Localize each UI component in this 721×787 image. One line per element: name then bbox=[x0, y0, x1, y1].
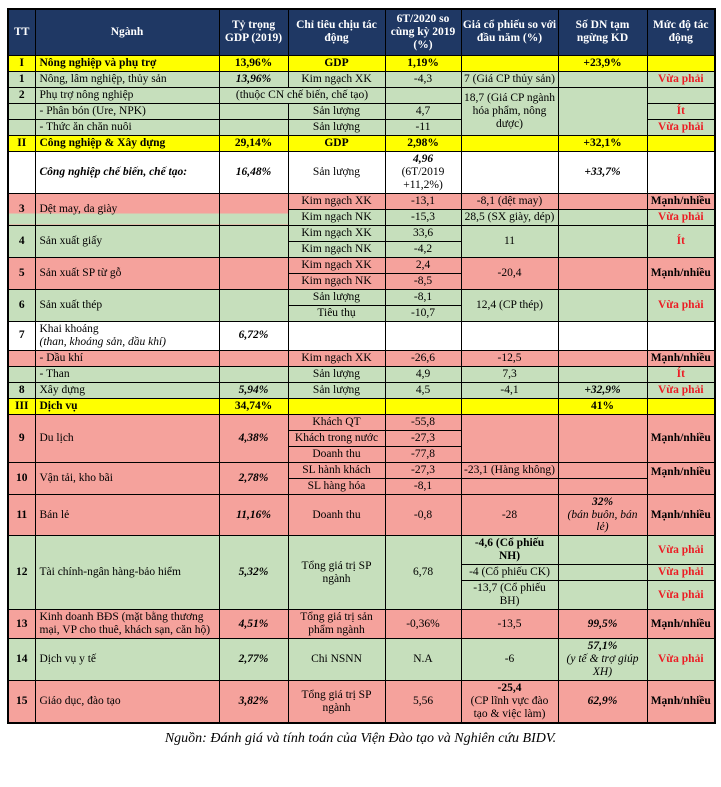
cell-change: -8,1 bbox=[385, 478, 461, 494]
cell-tt bbox=[8, 366, 35, 382]
cell-change: 4,5 bbox=[385, 382, 461, 398]
cell-stock bbox=[461, 135, 558, 151]
cell-sector: Du lịch bbox=[35, 414, 219, 462]
table-row bbox=[8, 289, 715, 305]
cell-change: -27,3 bbox=[385, 430, 461, 446]
cell-indicator: Kim ngạch XK bbox=[288, 350, 385, 366]
cell-sector: Sản xuất thép bbox=[35, 289, 219, 321]
cell-gdp-share bbox=[219, 350, 288, 366]
cell-suspended bbox=[558, 366, 647, 382]
cell-gdp-share: 5,32% bbox=[219, 536, 288, 610]
cell-gdp-share bbox=[219, 366, 288, 382]
cell-suspended-main: 32% bbox=[591, 495, 614, 508]
cell-change: 4,9 bbox=[385, 366, 461, 382]
cell-change: -11 bbox=[385, 119, 461, 135]
col-header-change: 6T/2020 so cùng kỳ 2019 (%) bbox=[385, 9, 461, 55]
cell-stock: 12,4 (CP thép) bbox=[461, 289, 558, 321]
cell-stock: -4,1 bbox=[461, 382, 558, 398]
col-header-indicator: Chỉ tiêu chịu tác động bbox=[288, 9, 385, 55]
cell-indicator: Chi NSNN bbox=[288, 639, 385, 681]
cell-change: -10,7 bbox=[385, 305, 461, 321]
cell-gdp-share bbox=[219, 289, 288, 321]
cell-tt: III bbox=[8, 398, 35, 414]
cell-sector: Tài chính-ngân hàng-bảo hiểm bbox=[35, 536, 219, 610]
cell-tt bbox=[8, 151, 35, 193]
table-row bbox=[8, 151, 715, 193]
cell-stock: -12,5 bbox=[461, 350, 558, 366]
cell-suspended bbox=[558, 565, 647, 581]
table-row bbox=[8, 225, 715, 241]
cell-sector: Dệt may, da giày bbox=[35, 193, 219, 225]
table-row bbox=[8, 610, 715, 639]
cell-sector: Công nghiệp chế biến, chế tạo: bbox=[35, 151, 219, 193]
table-row bbox=[8, 494, 715, 536]
cell-indicator: Tổng giá trị SP ngành bbox=[288, 681, 385, 723]
cell-change: 2,4 bbox=[385, 257, 461, 273]
cell-gdp-share bbox=[219, 103, 288, 119]
cell-gdp-share bbox=[219, 119, 288, 135]
cell-tt: I bbox=[8, 55, 35, 71]
cell-suspended bbox=[558, 414, 647, 462]
cell-change: 33,6 bbox=[385, 225, 461, 241]
cell-suspended bbox=[558, 225, 647, 257]
cell-change: 5,56 bbox=[385, 681, 461, 723]
cell-impact: Mạnh/nhiều bbox=[647, 610, 715, 639]
table-row bbox=[8, 321, 715, 350]
table-row bbox=[8, 414, 715, 430]
cell-impact: Mạnh/nhiều bbox=[647, 414, 715, 462]
cell-stock: -4 (Cổ phiếu CK) bbox=[461, 565, 558, 581]
cell-tt: 11 bbox=[8, 494, 35, 536]
cell-sector: - Phân bón (Ure, NPK) bbox=[35, 103, 219, 119]
cell-change bbox=[385, 151, 461, 193]
cell-suspended bbox=[558, 193, 647, 209]
cell-suspended: +23,9% bbox=[558, 55, 647, 71]
cell-suspended bbox=[558, 350, 647, 366]
cell-stock bbox=[461, 478, 558, 494]
cell-change: -4,3 bbox=[385, 71, 461, 87]
cell-impact: Mạnh/nhiều bbox=[647, 494, 715, 536]
cell-stock bbox=[461, 321, 558, 350]
cell-sector: Nông, lâm nghiệp, thủy sản bbox=[35, 71, 219, 87]
cell-sector: - Than bbox=[35, 366, 219, 382]
cell-sector: Xây dựng bbox=[35, 382, 219, 398]
cell-indicator: Kim ngạch XK bbox=[288, 71, 385, 87]
cell-suspended bbox=[558, 289, 647, 321]
cell-change: -15,3 bbox=[385, 209, 461, 225]
cell-sector: Dịch vụ y tế bbox=[35, 639, 219, 681]
cell-suspended bbox=[558, 581, 647, 610]
cell-suspended bbox=[558, 209, 647, 225]
cell-change-main: 4,96 bbox=[412, 152, 434, 165]
cell-sector: Công nghiệp & Xây dựng bbox=[35, 135, 219, 151]
cell-tt: 13 bbox=[8, 610, 35, 639]
cell-stock: -6 bbox=[461, 639, 558, 681]
cell-stock: -4,6 (Cổ phiếu NH) bbox=[461, 536, 558, 565]
col-header-sector: Ngành bbox=[35, 9, 219, 55]
cell-stock bbox=[461, 681, 558, 723]
cell-gdp-share: 5,94% bbox=[219, 382, 288, 398]
cell-stock-sub: (CP lĩnh vực đào tạo & việc làm) bbox=[470, 695, 549, 721]
cell-suspended-sub: (y tế & trợ giúp XH) bbox=[566, 653, 639, 679]
cell-suspended bbox=[558, 536, 647, 565]
cell-impact: Vừa phải bbox=[647, 581, 715, 610]
cell-change bbox=[385, 398, 461, 414]
cell-indicator: Tổng giá trị SP ngành bbox=[288, 536, 385, 610]
cell-change: 6,78 bbox=[385, 536, 461, 610]
cell-impact: Mạnh/nhiều bbox=[647, 257, 715, 289]
cell-change: -8,5 bbox=[385, 273, 461, 289]
cell-stock: 28,5 (SX giày, dép) bbox=[461, 209, 558, 225]
cell-tt bbox=[8, 350, 35, 366]
cell-gdp-share: 11,16% bbox=[219, 494, 288, 536]
cell-sector: Bán lẻ bbox=[35, 494, 219, 536]
cell-indicator bbox=[288, 398, 385, 414]
table-row bbox=[8, 366, 715, 382]
cell-sector-sub: (than, khoáng sản, dầu khí) bbox=[39, 335, 166, 348]
table-row bbox=[8, 71, 715, 87]
cell-sector: Nông nghiệp và phụ trợ bbox=[35, 55, 219, 71]
col-header-stock-price: Giá cổ phiếu so với đầu năm (%) bbox=[461, 9, 558, 55]
cell-impact: Vừa phải bbox=[647, 565, 715, 581]
cell-impact: Vừa phải bbox=[647, 536, 715, 565]
cell-indicator: Doanh thu bbox=[288, 446, 385, 462]
cell-change bbox=[385, 87, 461, 103]
cell-impact: Vừa phải bbox=[647, 382, 715, 398]
cell-tt: 10 bbox=[8, 462, 35, 494]
cell-stock: 11 bbox=[461, 225, 558, 257]
cell-gdp-share: 13,96% bbox=[219, 55, 288, 71]
col-header-tt: TT bbox=[8, 9, 35, 55]
cell-suspended bbox=[558, 321, 647, 350]
cell-indicator: Sản lượng bbox=[288, 119, 385, 135]
cell-stock bbox=[461, 414, 558, 462]
cell-change: -4,2 bbox=[385, 241, 461, 257]
cell-gdp-share bbox=[219, 193, 288, 225]
cell-impact: Ít bbox=[647, 103, 715, 119]
cell-change: -26,6 bbox=[385, 350, 461, 366]
cell-impact: Vừa phải bbox=[647, 71, 715, 87]
cell-stock bbox=[461, 151, 558, 193]
cell-tt: 6 bbox=[8, 289, 35, 321]
cell-stock: 18,7 (Giá CP ngành hóa phẩm, nông dược) bbox=[461, 87, 558, 135]
cell-sector: Sản xuất SP từ gỗ bbox=[35, 257, 219, 289]
cell-indicator: Kim ngạch XK bbox=[288, 257, 385, 273]
cell-sector bbox=[35, 321, 219, 350]
cell-impact: Ít bbox=[647, 225, 715, 257]
cell-tt: 1 bbox=[8, 71, 35, 87]
cell-impact bbox=[647, 55, 715, 71]
cell-change: N.A bbox=[385, 639, 461, 681]
cell-impact: Mạnh/nhiều bbox=[647, 462, 715, 494]
cell-sector: Giáo dục, đào tạo bbox=[35, 681, 219, 723]
table-row bbox=[8, 87, 715, 103]
cell-stock: -28 bbox=[461, 494, 558, 536]
cell-note: (thuộc CN chế biến, chế tạo) bbox=[219, 87, 385, 103]
table-row bbox=[8, 462, 715, 478]
cell-impact bbox=[647, 321, 715, 350]
cell-suspended bbox=[558, 494, 647, 536]
cell-indicator: Sản lượng bbox=[288, 151, 385, 193]
cell-change: -0,36% bbox=[385, 610, 461, 639]
table-row bbox=[8, 193, 715, 209]
cell-gdp-share: 29,14% bbox=[219, 135, 288, 151]
cell-indicator: Sản lượng bbox=[288, 382, 385, 398]
cell-tt bbox=[8, 119, 35, 135]
cell-indicator: Doanh thu bbox=[288, 494, 385, 536]
cell-stock bbox=[461, 55, 558, 71]
cell-suspended bbox=[558, 257, 647, 289]
cell-impact: Vừa phải bbox=[647, 639, 715, 681]
cell-indicator: Kim ngạch NK bbox=[288, 209, 385, 225]
cell-change-sub: (6T/2019 +11,2%) bbox=[401, 165, 445, 191]
table-row bbox=[8, 536, 715, 565]
cell-change: -8,1 bbox=[385, 289, 461, 305]
cell-suspended bbox=[558, 639, 647, 681]
cell-gdp-share: 2,77% bbox=[219, 639, 288, 681]
cell-gdp-share: 34,74% bbox=[219, 398, 288, 414]
cell-gdp-share: 16,48% bbox=[219, 151, 288, 193]
cell-indicator bbox=[288, 321, 385, 350]
cell-indicator: Sản lượng bbox=[288, 103, 385, 119]
cell-suspended: 41% bbox=[558, 398, 647, 414]
cell-stock: -13,5 bbox=[461, 610, 558, 639]
cell-tt: 14 bbox=[8, 639, 35, 681]
cell-change: -55,8 bbox=[385, 414, 461, 430]
cell-gdp-share: 13,96% bbox=[219, 71, 288, 87]
cell-indicator: SL hành khách bbox=[288, 462, 385, 478]
cell-impact bbox=[647, 151, 715, 193]
cell-gdp-share bbox=[219, 225, 288, 257]
cell-suspended: +32,1% bbox=[558, 135, 647, 151]
section-row-agriculture bbox=[8, 55, 715, 71]
cell-suspended: +33,7% bbox=[558, 151, 647, 193]
cell-indicator: Khách trong nước bbox=[288, 430, 385, 446]
cell-indicator: Sản lượng bbox=[288, 289, 385, 305]
cell-impact bbox=[647, 87, 715, 103]
cell-tt bbox=[8, 103, 35, 119]
cell-indicator: Khách QT bbox=[288, 414, 385, 430]
cell-change: -0,8 bbox=[385, 494, 461, 536]
table-row bbox=[8, 681, 715, 723]
cell-impact bbox=[647, 398, 715, 414]
cell-indicator: Kim ngạch NK bbox=[288, 241, 385, 257]
cell-gdp-share: 6,72% bbox=[219, 321, 288, 350]
cell-suspended-main: 57,1% bbox=[587, 640, 618, 653]
cell-suspended-sub: (bán buôn, bán lẻ) bbox=[567, 508, 638, 534]
cell-impact: Ít bbox=[647, 366, 715, 382]
cell-stock: -8,1 (dệt may) bbox=[461, 193, 558, 209]
cell-sector: Kinh doanh BĐS (mặt bằng thương mại, VP cho thuê, khách sạn, căn hộ) bbox=[35, 610, 219, 639]
cell-sector-main: Khai khoáng bbox=[39, 322, 99, 335]
table-row bbox=[8, 257, 715, 273]
cell-sector: - Thức ăn chăn nuôi bbox=[35, 119, 219, 135]
cell-sector: Dịch vụ bbox=[35, 398, 219, 414]
cell-tt: 9 bbox=[8, 414, 35, 462]
cell-indicator: GDP bbox=[288, 135, 385, 151]
cell-impact bbox=[647, 135, 715, 151]
source-note: Nguồn: Đánh giá và tính toán của Viện Đào tạo và Nghiên cứu BIDV. bbox=[164, 731, 557, 747]
cell-gdp-share: 3,82% bbox=[219, 681, 288, 723]
cell-tt: 4 bbox=[8, 225, 35, 257]
cell-tt: 2 bbox=[8, 87, 35, 103]
cell-impact: Mạnh/nhiều bbox=[647, 350, 715, 366]
cell-sector: Sản xuất giấy bbox=[35, 225, 219, 257]
cell-change: -13,1 bbox=[385, 193, 461, 209]
cell-indicator: Kim ngạch XK bbox=[288, 225, 385, 241]
cell-tt: 7 bbox=[8, 321, 35, 350]
cell-indicator: Tổng giá trị sản phẩm ngành bbox=[288, 610, 385, 639]
cell-stock-main: -25,4 bbox=[497, 682, 522, 695]
cell-change bbox=[385, 321, 461, 350]
cell-impact: Mạnh/nhiều bbox=[647, 193, 715, 209]
table-row bbox=[8, 639, 715, 681]
section-row-services bbox=[8, 398, 715, 414]
cell-impact: Mạnh/nhiều bbox=[647, 681, 715, 723]
cell-gdp-share: 2,78% bbox=[219, 462, 288, 494]
cell-tt: 12 bbox=[8, 536, 35, 610]
col-header-gdp-share: Tỷ trọng GDP (2019) bbox=[219, 9, 288, 55]
cell-indicator: GDP bbox=[288, 55, 385, 71]
cell-sector: - Dầu khí bbox=[35, 350, 219, 366]
cell-tt: 15 bbox=[8, 681, 35, 723]
cell-suspended bbox=[558, 462, 647, 478]
table-row bbox=[8, 382, 715, 398]
cell-change: 2,98% bbox=[385, 135, 461, 151]
cell-sector: Vận tải, kho bãi bbox=[35, 462, 219, 494]
cell-gdp-share: 4,38% bbox=[219, 414, 288, 462]
cell-stock: -13,7 (Cổ phiếu BH) bbox=[461, 581, 558, 610]
col-header-suspended: Số DN tạm ngừng KD bbox=[558, 9, 647, 55]
col-header-impact: Mức độ tác động bbox=[647, 9, 715, 55]
cell-sector: Phụ trợ nông nghiệp bbox=[35, 87, 219, 103]
sector-impact-table bbox=[7, 8, 716, 724]
cell-stock: -20,4 bbox=[461, 257, 558, 289]
cell-change: -77,8 bbox=[385, 446, 461, 462]
cell-indicator: SL hàng hóa bbox=[288, 478, 385, 494]
cell-tt: 8 bbox=[8, 382, 35, 398]
table-row bbox=[8, 350, 715, 366]
cell-suspended: +32,9% bbox=[558, 382, 647, 398]
cell-impact: Vừa phải bbox=[647, 289, 715, 321]
cell-impact: Vừa phải bbox=[647, 209, 715, 225]
cell-stock: 7,3 bbox=[461, 366, 558, 382]
cell-change: -27,3 bbox=[385, 462, 461, 478]
cell-indicator: Tiêu thụ bbox=[288, 305, 385, 321]
cell-tt: 5 bbox=[8, 257, 35, 289]
cell-suspended: 99,5% bbox=[558, 610, 647, 639]
cell-suspended bbox=[558, 71, 647, 87]
cell-change: 4,7 bbox=[385, 103, 461, 119]
section-row-industry bbox=[8, 135, 715, 151]
cell-indicator: Sản lượng bbox=[288, 366, 385, 382]
cell-stock bbox=[461, 398, 558, 414]
cell-indicator: Kim ngạch XK bbox=[288, 193, 385, 209]
cell-gdp-share bbox=[219, 257, 288, 289]
cell-stock: -23,1 (Hàng không) bbox=[461, 462, 558, 478]
cell-change: 1,19% bbox=[385, 55, 461, 71]
cell-suspended bbox=[558, 478, 647, 494]
cell-suspended bbox=[558, 87, 647, 135]
cell-tt: 3 bbox=[8, 193, 35, 225]
header-row bbox=[8, 9, 715, 55]
cell-stock: 7 (Giá CP thủy sản) bbox=[461, 71, 558, 87]
cell-indicator: Kim ngạch NK bbox=[288, 273, 385, 289]
cell-suspended: 62,9% bbox=[558, 681, 647, 723]
cell-tt: II bbox=[8, 135, 35, 151]
cell-impact: Vừa phải bbox=[647, 119, 715, 135]
cell-gdp-share: 4,51% bbox=[219, 610, 288, 639]
